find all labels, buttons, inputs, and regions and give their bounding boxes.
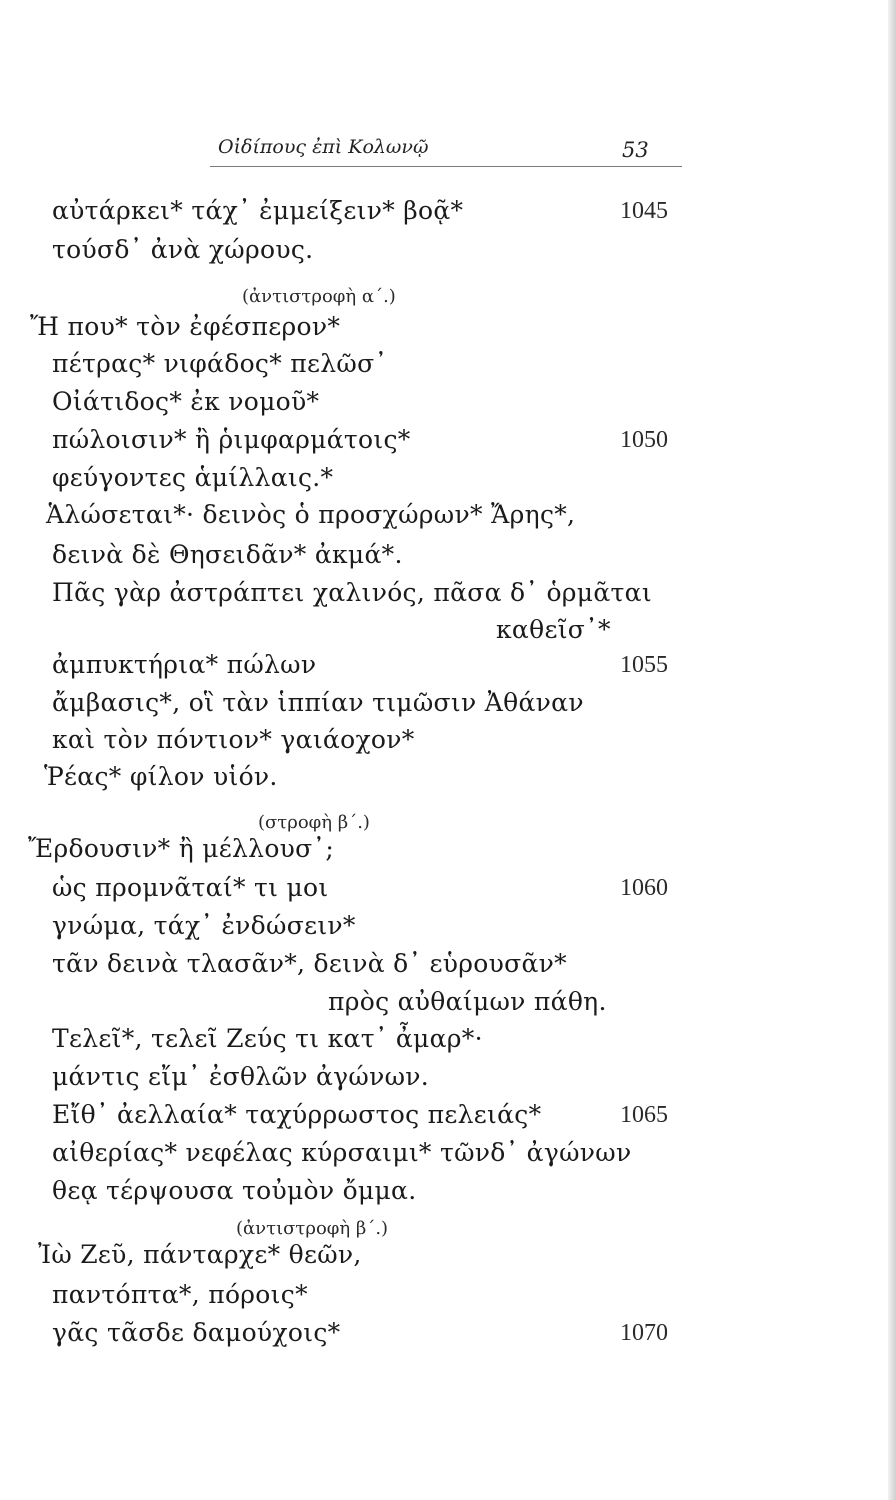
running-head [0, 0, 896, 170]
verse-line: θεᾳ τέρψουσα τοὐμὸν ὄμμα. [52, 1176, 417, 1205]
verse-line: πώλοισιν* ἢ ῥιμφαρμάτοις* [52, 425, 411, 454]
page-number: 53 [622, 138, 649, 162]
page-edge [888, 0, 896, 1500]
line-number: 1050 [620, 427, 668, 453]
line-number: 1065 [620, 1102, 668, 1128]
verse-line: αὐτάρκει* τάχ᾽ ἐμμείξειν* βοᾷ* [52, 196, 464, 225]
verse-line: τούσδ᾽ ἀνὰ χώρους. [52, 235, 314, 264]
running-head-title: Οἰδίπους ἐπὶ Κολωνῷ [218, 136, 429, 158]
section-heading: (ἀντιστροφὴ α΄.) [242, 286, 396, 307]
verse-line: Ῥέας* φίλον υἱόν. [44, 762, 278, 791]
verse-line: καὶ τὸν πόντιον* γαιάοχον* [52, 725, 415, 754]
header-rule [210, 166, 682, 167]
section-heading: (στροφὴ β΄.) [258, 812, 370, 833]
verse-line: Ἤ που* τὸν ἐφέσπερον* [30, 312, 341, 341]
verse-line: πέτρας* νιφάδος* πελῶσ᾽ [52, 349, 388, 378]
line-number: 1070 [620, 1320, 668, 1346]
verse-turnover: πρὸς αὐθαίμων πάθη. [328, 987, 607, 1016]
line-number: 1045 [620, 198, 668, 224]
verse-line: Πᾶς γὰρ ἀστράπτει χαλινός, πᾶσα δ᾽ ὁρμᾶται [52, 578, 652, 607]
verse-line: Οἰάτιδος* ἐκ νομοῦ* [52, 387, 320, 416]
verse-turnover: καθεῖσ᾽* [496, 615, 611, 644]
line-number: 1060 [620, 875, 668, 901]
verse-line: Ἁλώσεται*· δεινὸς ὁ προσχώρων* Ἄρης*, [46, 500, 576, 529]
verse-line: Ἰὼ Ζεῦ, πάνταρχε* θεῶν, [38, 1240, 362, 1269]
verse-line: ἀμπυκτήρια* πώλων [52, 650, 317, 679]
verse-line: Ἔρδουσιν* ἢ μέλλουσ᾽; [28, 834, 335, 863]
verse-line: τᾶν δεινὰ τλασᾶν*, δεινὰ δ᾽ εὑρουσᾶν* [52, 949, 567, 978]
verse-line: ὡς προμνᾶταί* τι μοι [52, 873, 329, 902]
line-number: 1055 [620, 652, 668, 678]
verse-line: γᾶς τᾶσδε δαμούχοις* [52, 1318, 341, 1347]
verse-line: μάντις εἴμ᾽ ἐσθλῶν ἀγώνων. [52, 1062, 430, 1091]
verse-line: ἄμβασις*, οἳ τὰν ἱππίαν τιμῶσιν Ἀθάναν [52, 688, 584, 717]
verse-line: Εἴθ᾽ ἀελλαία* ταχύρρωστος πελειάς* [52, 1100, 542, 1129]
verse-line: παντόπτα*, πόροις* [52, 1280, 308, 1309]
verse-line: δεινὰ δὲ Θησειδᾶν* ἀκμά*. [52, 540, 403, 569]
verse-line: Τελεῖ*, τελεῖ Ζεύς τι κατ᾽ ἆμαρ*· [52, 1024, 483, 1053]
verse-line: φεύγοντες ἁμίλλαις.* [52, 463, 334, 492]
verse-line: αἰθερίας* νεφέλας κύρσαιμι* τῶνδ᾽ ἀγώνων [52, 1138, 632, 1167]
section-heading: (ἀντιστροφὴ β΄.) [236, 1218, 389, 1239]
verse-line: γνώμα, τάχ᾽ ἐνδώσειν* [52, 911, 356, 940]
